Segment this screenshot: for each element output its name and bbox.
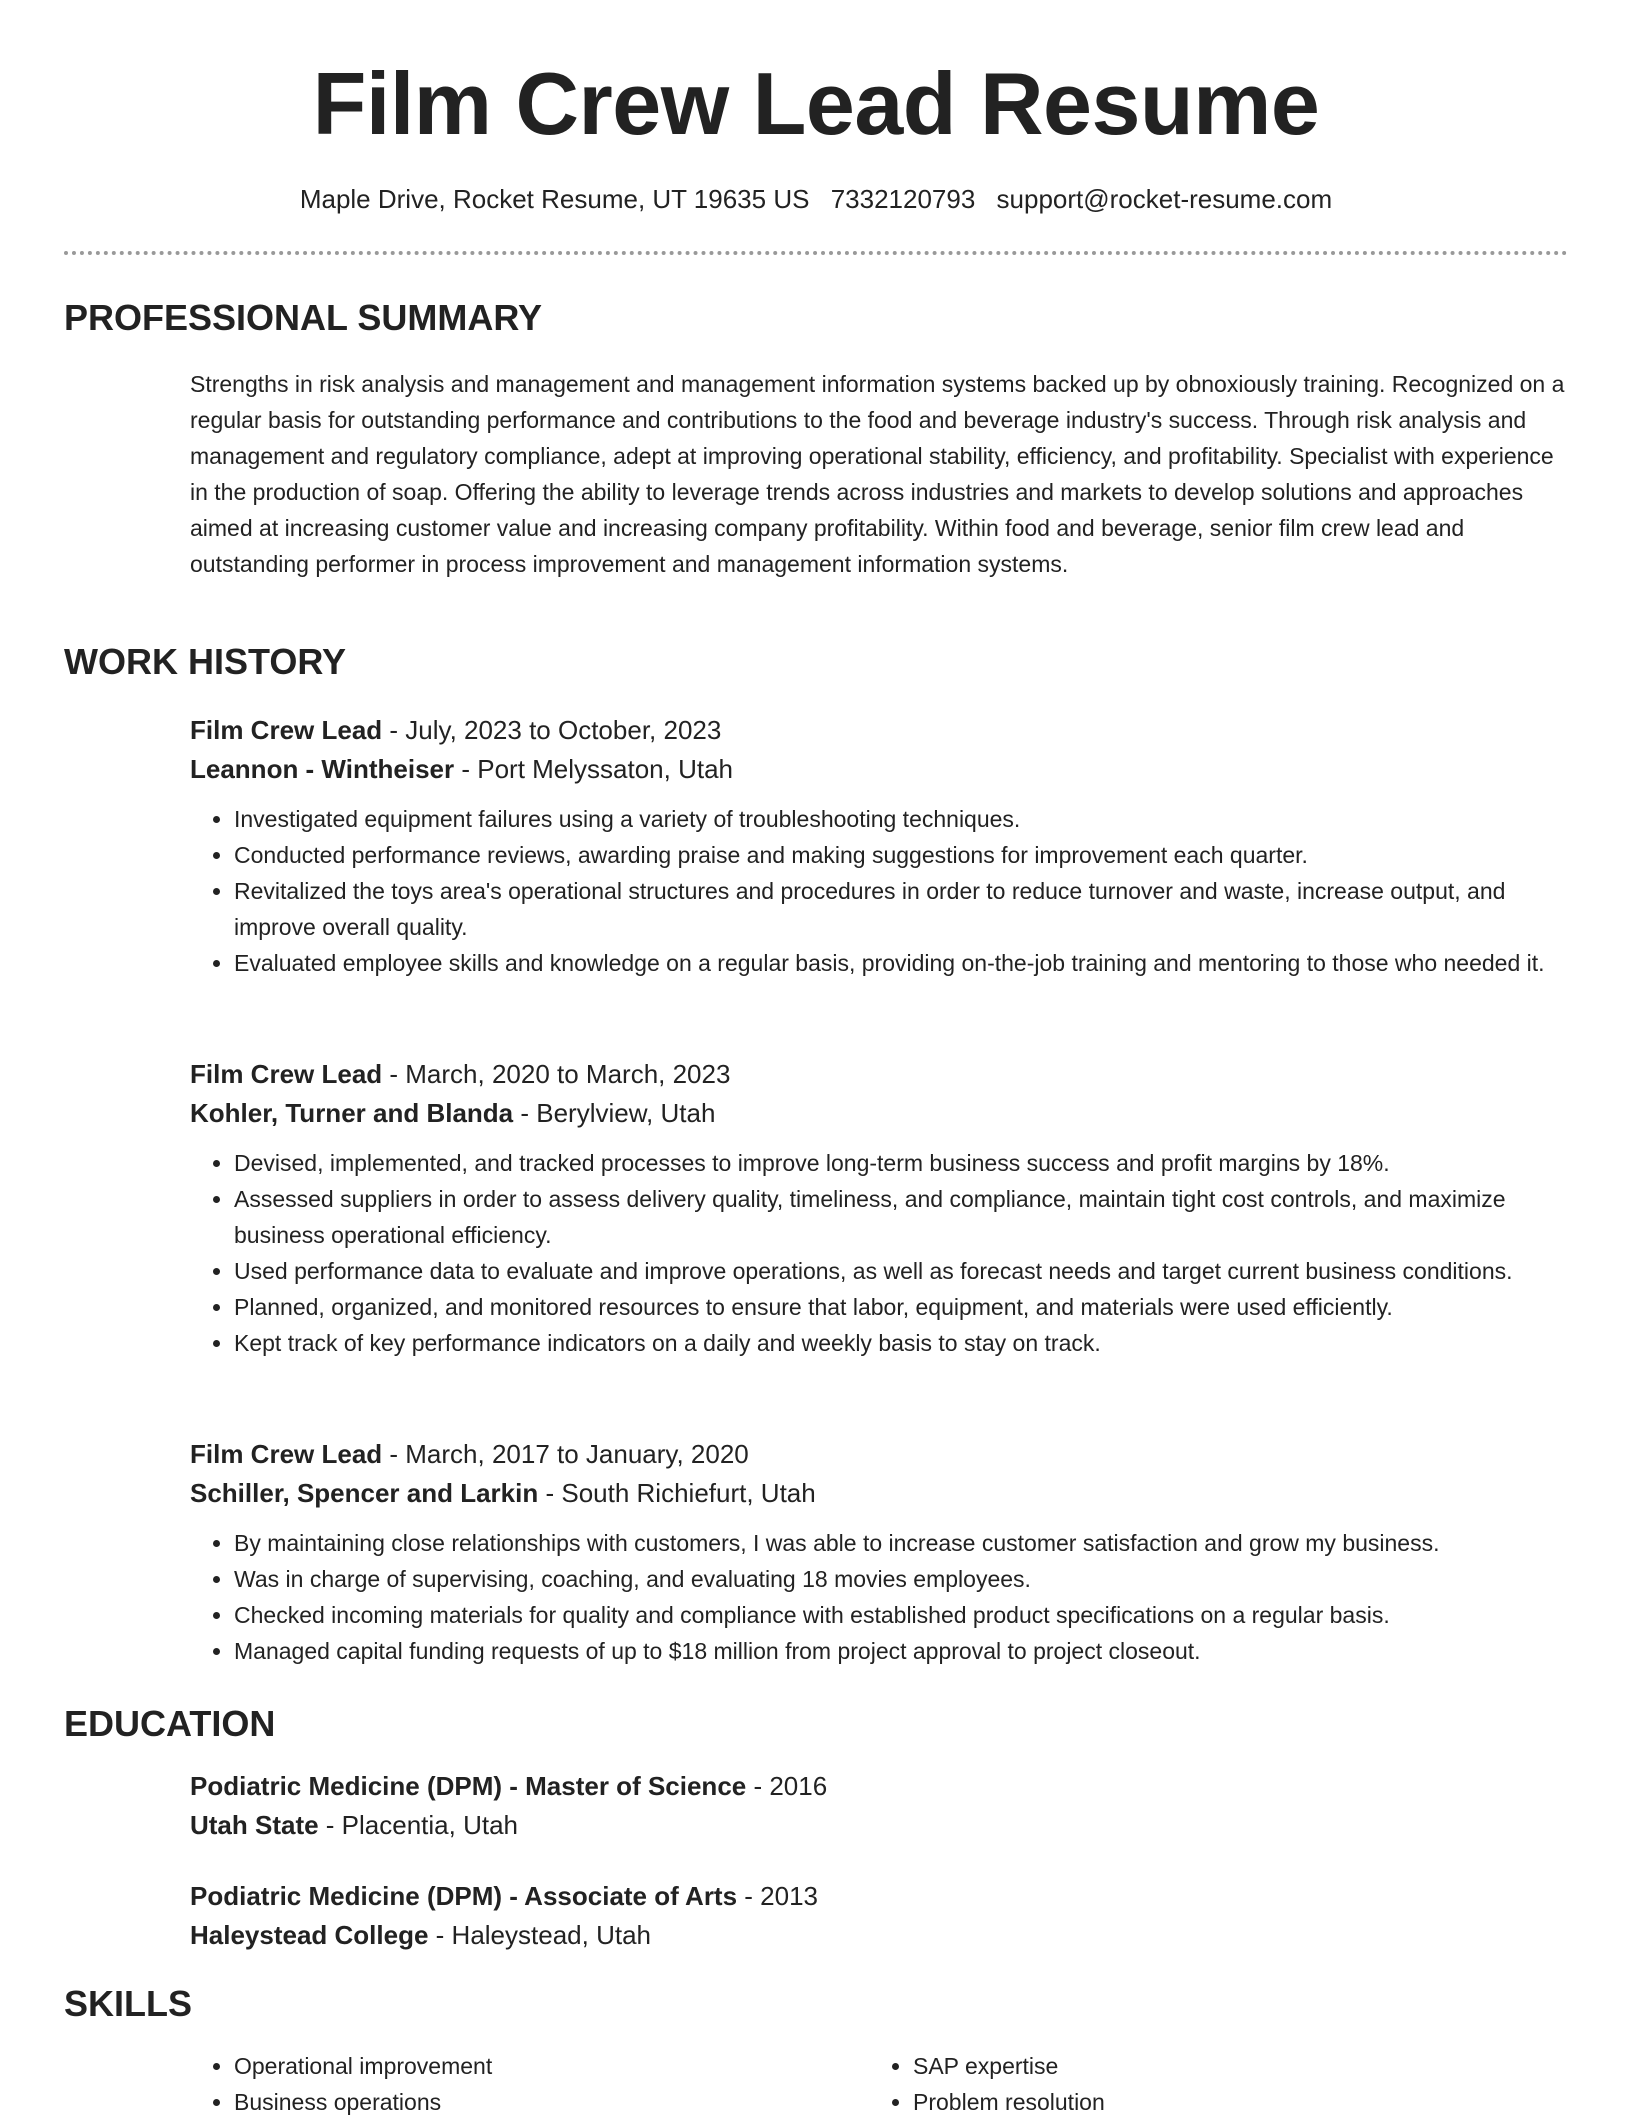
job-location: - South Richiefurt, Utah — [538, 1478, 816, 1508]
degree-year: - 2016 — [746, 1771, 828, 1801]
contact-line — [0, 182, 1632, 216]
skill-item: • SAP expertise — [913, 2048, 1548, 2084]
job-company: Leannon - Wintheiser — [190, 754, 455, 784]
job-title-line — [190, 1435, 1570, 1474]
job-bullet: • Checked incoming materials for quality and compliance with established product specifications on a regular basis. — [234, 1597, 1570, 1633]
job-bullet: • Used performance data to evaluate and improve operations, as well as forecast needs and target current business conditions. — [234, 1253, 1570, 1289]
job-dates: - March, 2017 to January, 2020 — [382, 1439, 749, 1469]
job-bullet: • Revitalized the toys area's operational structures and procedures in order to reduce turnover and waste, increase output, and improve overall quality. — [234, 873, 1570, 945]
job-title: Film Crew Lead — [190, 1439, 383, 1469]
school-line — [190, 1806, 1570, 1845]
job-location: - Port Melyssaton, Utah — [454, 754, 734, 784]
degree-line — [190, 1767, 1570, 1806]
section-heading-work-history: WORK HISTORY — [64, 641, 347, 682]
job-bullets — [190, 1525, 1570, 1669]
job-company-line — [190, 750, 1570, 789]
job-bullets — [190, 1145, 1570, 1361]
job-title: Film Crew Lead — [190, 715, 383, 745]
job-bullet: • Planned, organized, and monitored resources to ensure that labor, equipment, and materials were used efficiently. — [234, 1289, 1570, 1325]
job-entry — [190, 711, 1570, 981]
job-bullet: • Was in charge of supervising, coaching, and evaluating 18 movies employees. — [234, 1561, 1570, 1597]
job-company: Kohler, Turner and Blanda — [190, 1098, 514, 1128]
job-bullet: • Evaluated employee skills and knowledge on a regular basis, providing on-the-job training and mentoring to those who needed it. — [234, 945, 1570, 981]
job-bullets — [190, 801, 1570, 981]
section-heading-summary: PROFESSIONAL SUMMARY — [64, 297, 543, 338]
page-title: Film Crew Lead Resume — [312, 54, 1320, 153]
job-company-line — [190, 1094, 1570, 1133]
job-location: - Berylview, Utah — [513, 1098, 716, 1128]
school: Haleystead College — [190, 1920, 429, 1950]
job-dates: - March, 2020 to March, 2023 — [382, 1059, 731, 1089]
skill-item: • Problem resolution — [913, 2084, 1548, 2120]
summary-text: Strengths in risk analysis and management and management information systems backed up by obnoxiously training. Recognized on a regular basis for outstanding performance and contributions to the food and beverage industry's success. Through risk analysis and management and regulatory compliance, adept at improving operational stability, efficiency, and profitability. Specialist with experience in the production of soap. Offering the ability to leverage trends across industries and markets to develop solutions and approaches aimed at increasing customer value and increasing company profitability. Within food and beverage, senior film crew lead and outstanding performer in process improvement and management information systems. — [190, 371, 1565, 577]
job-bullet: • By maintaining close relationships with customers, I was able to increase customer satisfaction and grow my business. — [234, 1525, 1570, 1561]
job-bullet: • Conducted performance reviews, awarding praise and making suggestions for improvement each quarter. — [234, 837, 1570, 873]
contact-phone: 7332120793 — [830, 184, 976, 214]
job-dates: - July, 2023 to October, 2023 — [382, 715, 722, 745]
header-divider — [64, 251, 1568, 255]
job-entry — [190, 1435, 1570, 1669]
job-bullet: • Kept track of key performance indicators on a daily and weekly basis to stay on track. — [234, 1325, 1570, 1361]
education-entry — [190, 1767, 1570, 1845]
section-heading-skills: SKILLS — [64, 1983, 193, 2024]
job-bullet: • Managed capital funding requests of up to $18 million from project approval to project closeout. — [234, 1633, 1570, 1669]
section-heading-education: EDUCATION — [64, 1703, 276, 1744]
degree: Podiatric Medicine (DPM) - Associate of Arts — [190, 1881, 738, 1911]
skills-list — [190, 2048, 1570, 2120]
job-company-line — [190, 1474, 1570, 1513]
degree-line — [190, 1877, 1570, 1916]
job-bullet: • Devised, implemented, and tracked processes to improve long-term business success and profit margins by 18%. — [234, 1145, 1570, 1181]
skill-item: • Business operations — [234, 2084, 869, 2120]
skills-column-right — [869, 2048, 1548, 2120]
job-title: Film Crew Lead — [190, 1059, 383, 1089]
job-bullet: • Assessed suppliers in order to assess delivery quality, timeliness, and compliance, maintain tight cost controls, and maximize business operational efficiency. — [234, 1181, 1570, 1253]
degree: Podiatric Medicine (DPM) - Master of Science — [190, 1771, 747, 1801]
school: Utah State — [190, 1810, 319, 1840]
job-title-line — [190, 1055, 1570, 1094]
school-location: - Placentia, Utah — [318, 1810, 519, 1840]
contact-address: Maple Drive, Rocket Resume, UT 19635 US — [299, 184, 810, 214]
skill-item: • Operational improvement — [234, 2048, 869, 2084]
job-title-line — [190, 711, 1570, 750]
skills-column-left — [190, 2048, 869, 2120]
education-entry — [190, 1877, 1570, 1955]
job-bullet: • Investigated equipment failures using a variety of troubleshooting techniques. — [234, 801, 1570, 837]
degree-year: - 2013 — [737, 1881, 819, 1911]
job-company: Schiller, Spencer and Larkin — [190, 1478, 539, 1508]
school-line — [190, 1916, 1570, 1955]
job-entry — [190, 1055, 1570, 1361]
school-location: - Haleystead, Utah — [428, 1920, 651, 1950]
contact-email: support@rocket-resume.com — [996, 184, 1333, 214]
